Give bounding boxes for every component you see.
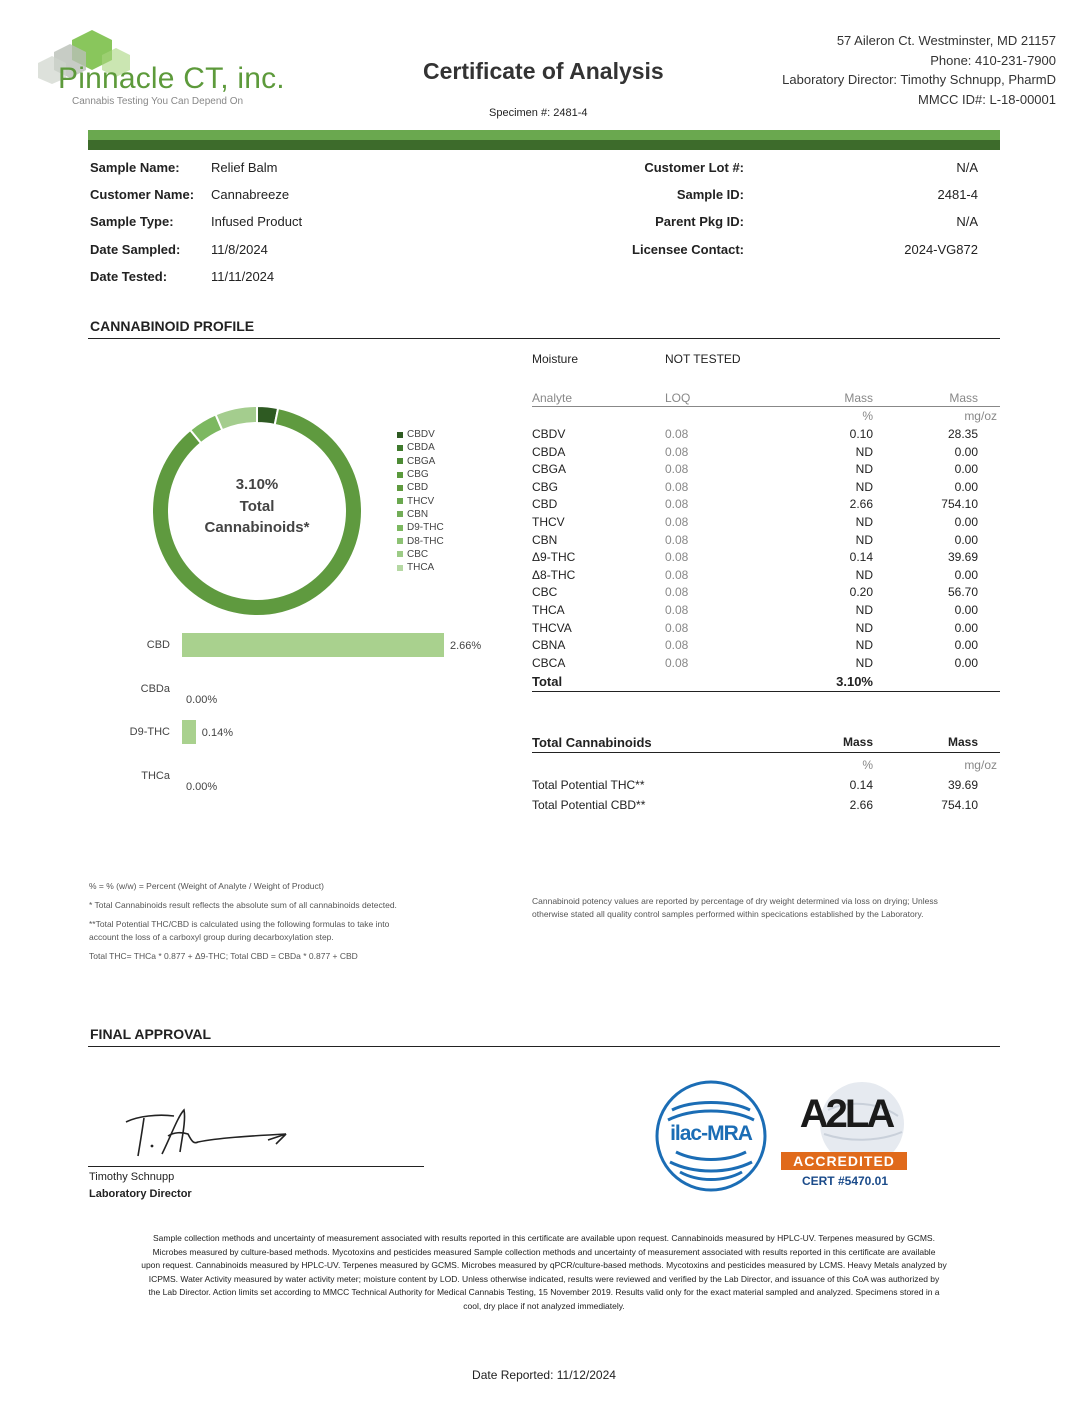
moisture-label: Moisture [532, 352, 579, 366]
cell-loq: 0.08 [665, 532, 689, 547]
header-mass-mg: Mass [949, 391, 978, 405]
lab-director: Laboratory Director: Timothy Schnupp, PharmD [782, 72, 1056, 87]
cell-loq: 0.08 [665, 567, 689, 582]
signature-line [88, 1166, 424, 1167]
a2la-letters: A2LA [799, 1092, 893, 1136]
cell-mass-mg: 0.00 [954, 444, 978, 459]
total-label: Total [532, 674, 563, 689]
totals-row [532, 778, 1000, 792]
note-potency-2: otherwise stated all quality control samples performed within specications established by the Laboratory. [532, 909, 924, 919]
ilac-label: ilac-MRA [670, 1122, 752, 1145]
info-row [560, 187, 978, 214]
legend-swatch [397, 565, 403, 571]
table-row [532, 533, 1000, 547]
legend-item [397, 508, 444, 521]
legend-label: CBDA [407, 442, 435, 454]
cell-analyte: CBDA [532, 444, 566, 459]
info-label: Sample ID: [676, 187, 744, 203]
moisture-value: NOT TESTED [665, 352, 741, 366]
cell-loq: 0.08 [665, 620, 689, 635]
table-row [532, 603, 1000, 617]
totals-row-mg: 39.69 [947, 778, 978, 792]
legend-item [397, 561, 444, 574]
cell-mass-mg: 0.00 [954, 462, 978, 477]
a2la-seal [778, 1080, 914, 1192]
legend-item [397, 428, 444, 441]
cell-mass-pct: ND [855, 603, 873, 617]
lab-address: 57 Aileron Ct. Westminster, MD 21157 [836, 33, 1056, 48]
signer-title: Laboratory Director [89, 1188, 192, 1200]
cell-analyte: Δ9-THC [532, 550, 576, 565]
donut-total-line1: Total [239, 497, 275, 515]
legend-swatch [397, 525, 403, 531]
table-row [532, 480, 1000, 494]
cell-analyte: Δ8-THC [532, 567, 576, 582]
cell-loq: 0.08 [665, 603, 689, 617]
date-reported: Date Reported: 11/12/2024 [472, 1368, 616, 1382]
signature-image [118, 1102, 318, 1162]
table-row [532, 585, 1000, 599]
table-row [532, 445, 1000, 459]
lab-contact [782, 31, 1056, 109]
notes-left [89, 880, 509, 963]
bar-label: THCa [141, 769, 170, 782]
legend-label: D8-THC [407, 535, 444, 547]
totals-row-pct: 2.66 [849, 798, 873, 812]
table-row [532, 497, 1000, 511]
info-value: Cannabreeze [211, 187, 290, 203]
footer-line: cool, dry place if not analyzed immediately. [463, 1300, 625, 1311]
cell-loq: 0.08 [665, 638, 689, 653]
unit-pct: % [862, 409, 873, 423]
bar-label: CBD [146, 639, 170, 651]
donut-slice-cbc [216, 406, 257, 430]
info-value: 2481-4 [937, 187, 978, 203]
cell-analyte: CBDV [532, 427, 566, 441]
legend-swatch [397, 472, 403, 478]
donut-center-label [182, 474, 332, 539]
cell-mass-pct: ND [855, 638, 873, 653]
table-row [532, 427, 1000, 441]
total-value: 3.10% [836, 674, 873, 689]
cell-mass-mg: 0.00 [954, 515, 978, 529]
cell-mass-pct: 2.66 [849, 497, 873, 512]
legend-swatch [397, 458, 403, 464]
info-row [560, 160, 978, 187]
specimen-value: 2481-4 [553, 107, 588, 119]
legend-swatch [397, 551, 403, 557]
info-value: Infused Product [211, 214, 303, 230]
footer-disclaimer [70, 1232, 1018, 1314]
cannabinoid-section-title: CANNABINOID PROFILE [90, 318, 255, 334]
legend-label: CBN [407, 508, 429, 520]
cell-mass-mg: 0.00 [954, 620, 978, 635]
cell-analyte: THCVA [532, 620, 572, 635]
cell-loq: 0.08 [665, 444, 689, 459]
legend-label: CBGA [407, 455, 436, 467]
cell-loq: 0.08 [665, 585, 689, 600]
info-value: Relief Balm [211, 160, 278, 175]
cannabinoid-bar-chart [110, 633, 510, 793]
approval-section-title: FINAL APPROVAL [90, 1026, 212, 1042]
cell-mass-pct: ND [855, 532, 873, 547]
info-label: Date Sampled: [90, 241, 181, 257]
table-row [532, 656, 1000, 670]
specimen-label: Specimen #: [489, 107, 551, 119]
analyte-table-header [532, 391, 1000, 405]
cell-mass-mg: 754.10 [941, 497, 978, 512]
legend-swatch [397, 432, 403, 438]
cell-analyte: CBC [532, 585, 558, 600]
totals-row-pct: 0.14 [849, 778, 873, 792]
ilac-mra-seal [652, 1080, 770, 1192]
legend-label: CBD [407, 482, 429, 494]
cell-mass-mg: 28.35 [947, 427, 978, 441]
legend-swatch [397, 511, 403, 517]
info-value: N/A [956, 214, 978, 230]
info-value: 11/11/2024 [211, 268, 275, 284]
info-label: Customer Name: [90, 187, 195, 203]
cell-mass-pct: ND [855, 567, 873, 582]
cell-mass-mg: 0.00 [954, 479, 978, 494]
info-label: Licensee Contact: [632, 241, 744, 257]
analyte-total-row [532, 674, 1000, 690]
approval-rule [88, 1046, 1000, 1047]
bar-d9-thc [182, 720, 196, 744]
cell-mass-mg: 56.70 [947, 585, 978, 600]
donut-total-line2: Cannabinoids* [204, 519, 310, 536]
cell-mass-pct: ND [855, 479, 873, 494]
info-value: N/A [956, 160, 978, 175]
cell-mass-mg: 0.00 [954, 638, 978, 653]
totals-mass-mg: Mass [947, 735, 978, 749]
totals-header [532, 735, 1000, 751]
cell-mass-pct: ND [855, 655, 873, 670]
cell-analyte: CBD [532, 497, 558, 512]
table-row [532, 550, 1000, 564]
donut-legend [397, 428, 444, 574]
totals-rule [532, 752, 1000, 753]
table-row [532, 621, 1000, 635]
cell-loq: 0.08 [665, 550, 689, 565]
cell-loq: 0.08 [665, 497, 689, 512]
header-band-light [88, 130, 1000, 140]
cell-loq: 0.08 [665, 427, 689, 441]
company-tagline: Cannabis Testing You Can Depend On [72, 96, 244, 107]
legend-swatch [397, 485, 403, 491]
note-percent-definition: % = % (w/w) = Percent (Weight of Analyte / Weight of Product) [89, 881, 324, 891]
legend-item [397, 481, 444, 494]
cell-mass-pct: ND [855, 515, 873, 529]
header-analyte: Analyte [532, 391, 573, 405]
legend-item [397, 534, 444, 547]
cell-mass-pct: 0.10 [849, 427, 873, 441]
note-total-potential: **Total Potential THC/CBD is calculated using the following formulas to take into [89, 919, 390, 929]
company-name: Pinnacle CT, inc. [58, 62, 285, 95]
lab-mmcc-id: MMCC ID#: L-18-00001 [918, 91, 1056, 107]
legend-label: D9-THC [407, 522, 444, 534]
cell-mass-pct: ND [855, 444, 873, 459]
footer-line: the Lab Director. Action limits set according to MMCC Technical Authority for Medical Cannabis Testing, 15 November 2019. Results valid only for the exact material sampled and analyzed. Specimens stored in a [148, 1287, 940, 1298]
cell-mass-mg: 0.00 [954, 603, 978, 617]
info-value: 2024-VG872 [904, 241, 978, 257]
cell-analyte: THCV [532, 515, 565, 529]
totals-title: Total Cannabinoids [532, 735, 652, 750]
legend-label: THCA [407, 562, 435, 574]
notes-right [532, 895, 1002, 921]
legend-label: CBDV [407, 429, 435, 441]
cell-analyte: CBN [532, 532, 558, 547]
cell-mass-mg: 0.00 [954, 532, 978, 547]
bar-label: D9-THC [129, 726, 170, 738]
donut-total-percent: 3.10% [235, 476, 279, 493]
bar-value-label: 2.66% [450, 640, 482, 652]
footer-line: upon request. Cannabinoids measured by HPLC-UV. Terpenes measured by GCMS. Microbes measured by qPCR/culture-based methods. Mycotoxins and pesticides measured by LCMS. Heavy Metals analyzed by [141, 1260, 947, 1271]
bar-cbd [182, 633, 444, 657]
note-decarboxylation: account the loss of a carboxyl group during decarboxylation step. [89, 932, 334, 942]
legend-item [397, 548, 444, 561]
cell-mass-pct: 0.14 [849, 550, 873, 565]
lab-phone: Phone: 410-231-7900 [930, 52, 1056, 68]
signer-name: Timothy Schnupp [89, 1171, 175, 1183]
totals-row-label: Total Potential CBD** [532, 798, 646, 812]
legend-swatch [397, 498, 403, 504]
legend-label: CBG [407, 469, 429, 481]
bar-value-label: 0.00% [186, 693, 218, 706]
note-potency-1: Cannabinoid potency values are reported by percentage of dry weight determined via loss on drying; Unless [532, 896, 938, 906]
accredited-banner: ACCREDITED [781, 1152, 907, 1170]
info-label: Parent Pkg ID: [655, 214, 744, 230]
cell-loq: 0.08 [665, 655, 689, 670]
unit-mg: mg/oz [964, 409, 997, 423]
cell-mass-pct: ND [855, 620, 873, 635]
section-rule [88, 338, 1000, 339]
total-rule [532, 691, 1000, 692]
table-row [532, 568, 1000, 582]
info-label: Sample Name: [90, 160, 180, 175]
totals-units [532, 758, 1000, 772]
table-header-rule [532, 406, 1000, 407]
legend-item [397, 521, 444, 534]
info-value: 11/8/2024 [211, 241, 268, 257]
cell-mass-mg: 0.00 [954, 655, 978, 670]
cell-loq: 0.08 [665, 479, 689, 494]
cell-mass-mg: 0.00 [954, 567, 978, 582]
footer-line: ICPMS. Water Activity measured by water activity meter; moisture content by LOD. Unless otherwise indicated, results were reviewed and verified by the Lab Director, and issuance of this CoA was authorized by [148, 1273, 940, 1284]
header-loq: LOQ [665, 391, 691, 405]
legend-swatch [397, 445, 403, 451]
legend-item [397, 468, 444, 481]
footer-line: Microbes measured by culture-based methods. Mycotoxins and pesticides measured Sample collection methods and uncertainty of measurement associated with results reported in this certificate are available [152, 1246, 936, 1257]
info-label: Customer Lot #: [644, 160, 744, 175]
legend-item [397, 455, 444, 468]
footer-line: Sample collection methods and uncertainty of measurement associated with results reported in this certificate are available upon request. Cannabinoids measured by HPLC-UV. Terpenes measured by GCMS. [153, 1233, 935, 1243]
bar-label: CBDa [140, 682, 170, 695]
header-mass-pct: Mass [844, 391, 873, 405]
totals-unit-pct: % [862, 758, 873, 772]
totals-row-mg: 754.10 [941, 798, 978, 812]
table-row [532, 638, 1000, 652]
analyte-table-units [532, 409, 1000, 423]
sample-info-right [560, 160, 978, 269]
table-row [532, 462, 1000, 476]
info-row [560, 242, 978, 269]
note-formula: Total THC= THCa * 0.877 + Δ9-THC; Total CBD = CBDa * 0.877 + CBD [89, 951, 358, 961]
moisture-row [532, 352, 1000, 366]
legend-item [397, 441, 444, 454]
cell-mass-pct: 0.20 [849, 585, 873, 600]
legend-label: THCV [407, 495, 435, 507]
cell-analyte: CBCA [532, 655, 566, 670]
cell-mass-pct: ND [855, 462, 873, 477]
a2la-cert-number: CERT #5470.01 [801, 1174, 889, 1188]
cell-analyte: CBNA [532, 638, 566, 653]
cell-analyte: CBGA [532, 462, 567, 477]
note-total-cannabinoids: * Total Cannabinoids result reflects the absolute sum of all cannabinoids detected. [89, 900, 397, 910]
totals-row [532, 798, 1000, 812]
legend-swatch [397, 538, 403, 544]
info-label: Date Tested: [90, 268, 168, 284]
legend-label: CBC [407, 548, 429, 560]
cell-mass-mg: 39.69 [947, 550, 978, 565]
specimen-number [489, 107, 587, 119]
info-row [560, 214, 978, 241]
totals-mass-pct: Mass [842, 735, 873, 749]
totals-row-label: Total Potential THC** [532, 778, 645, 792]
bar-value-label: 0.00% [186, 780, 218, 793]
bar-value-label: 0.14% [201, 727, 233, 739]
table-row [532, 515, 1000, 529]
cell-loq: 0.08 [665, 515, 689, 529]
company-logo [30, 26, 330, 116]
totals-unit-mg: mg/oz [964, 758, 997, 772]
header-band-dark [88, 140, 1000, 150]
cell-analyte: THCA [532, 603, 565, 617]
legend-item [397, 494, 444, 507]
document-title: Certificate of Analysis [423, 58, 664, 84]
cell-analyte: CBG [532, 479, 559, 494]
info-label: Sample Type: [90, 214, 174, 230]
cell-loq: 0.08 [665, 462, 689, 477]
